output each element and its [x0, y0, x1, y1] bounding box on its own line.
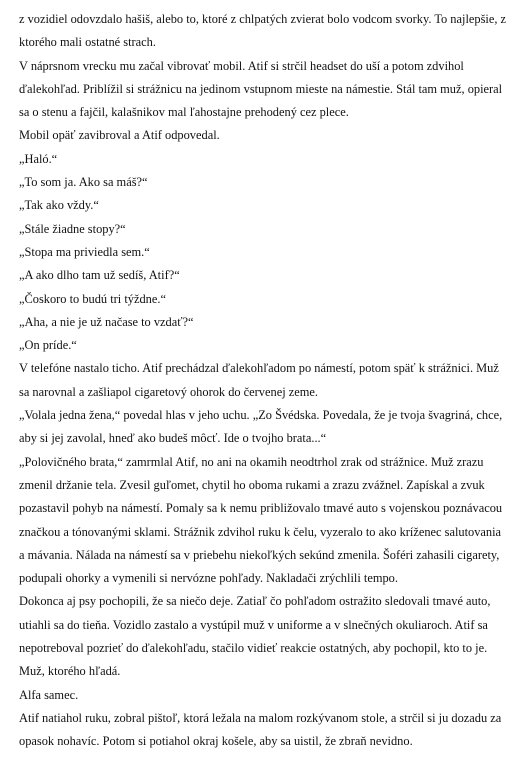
paragraph-5: „Volala jedna žena,“ povedal hlas v jeho uchu. „Zo Švédska. Povedala, že je tvoja švagriná, chce, aby si jej zavolal, hneď ako budeš môcť. Ide o tvojho brata...“ — [19, 408, 503, 446]
paragraph-7: Dokonca aj psy pochopili, že sa niečo deje. Zatiaľ čo pohľadom ostražito sledovali tmavé auto, utiahli sa do tieňa. Vozidlo zastalo a vystúpil muž v uniforme a v slnečných okuliaroch. Atif sa nepotreboval pozrieť do ďalekohľadu, stačilo vidieť reakcie ostatných, aby pochopil, kto to je. — [19, 594, 491, 656]
dialogue-line-9: „On príde.“ — [19, 338, 77, 353]
dialogue-line-6: „A ako dlho tam už sedíš, Atif?“ — [19, 268, 180, 283]
dialogue-line-4: „Stále žiadne stopy?“ — [19, 221, 126, 236]
paragraph-1: z vozidiel odovzdalo hašiš, alebo to, ktoré z chlpatých zvierat bolo vodcom svorky. To najlepšie, z ktorého mali ostatné strach. — [19, 12, 507, 50]
dialogue-line-7: „Čoskoro to budú tri týždne.“ — [19, 291, 166, 306]
paragraph-3: Mobil opäť zavibroval a Atif odpovedal. — [19, 128, 220, 143]
paragraph-8: Muž, ktorého hľadá. — [19, 664, 121, 679]
paragraph-9: Alfa samec. — [19, 687, 79, 702]
dialogue-line-8: „Aha, a nie je už načase to vzdať?“ — [19, 314, 194, 329]
dialogue-line-3: „Tak ako vždy.“ — [19, 198, 99, 213]
paragraph-2: V náprsnom vrecku mu začal vibrovať mobil. Atif si strčil headset do uší a potom zdvihol ďalekohľad. Priblížil si strážnicu na jedinom vstupnom mieste na námestie. Stál tam muž, opieral sa o stenu a fajčil, kalašnikov mal ľahostajne prehodený cez plece. — [19, 58, 503, 120]
dialogue-line-5: „Stopa ma priviedla sem.“ — [19, 244, 150, 259]
dialogue-line-1: „Haló.“ — [19, 151, 58, 166]
paragraph-6: „Polovičného brata,“ zamrmlal Atif, no ani na okamih neodtrhol zrak od strážnice. Muž zrazu zmenil držanie tela. Zvesil guľomet, chytil ho oboma rukami a zrazu zvážnel. Zapískal a zvuk pozastavil pohyb na námestí. Pomaly sa k nemu približovalo tmavé auto s vojenskou poznávacou značkou a tónovanými sklami. Strážnik zdvihol ruku k čelu, vyzeralo to ako kríženec salutovania a mávania. Nálada na námestí sa v priebehu niekoľkých sekúnd zmenila. Šoféri zahasili cigarety, podupali ohorky a vymenili si nervózne pohľady. Nakladači zrýchlili tempo. — [19, 454, 503, 586]
dialogue-line-2: „To som ja. Ako sa máš?“ — [19, 175, 148, 190]
paragraph-4: V telefóne nastalo ticho. Atif prechádzal ďalekohľadom po námestí, potom späť k strážnici. Muž sa narovnal a zašliapol cigaretový ohorok do červenej zeme. — [19, 361, 499, 399]
paragraph-10: Atif natiahol ruku, zobral pištoľ, ktorá ležala na malom rozkývanom stole, a strčil si ju dozadu za opasok nohavíc. Potom si potiahol okraj košele, aby sa uistil, že zbraň nevidno. — [19, 710, 502, 749]
